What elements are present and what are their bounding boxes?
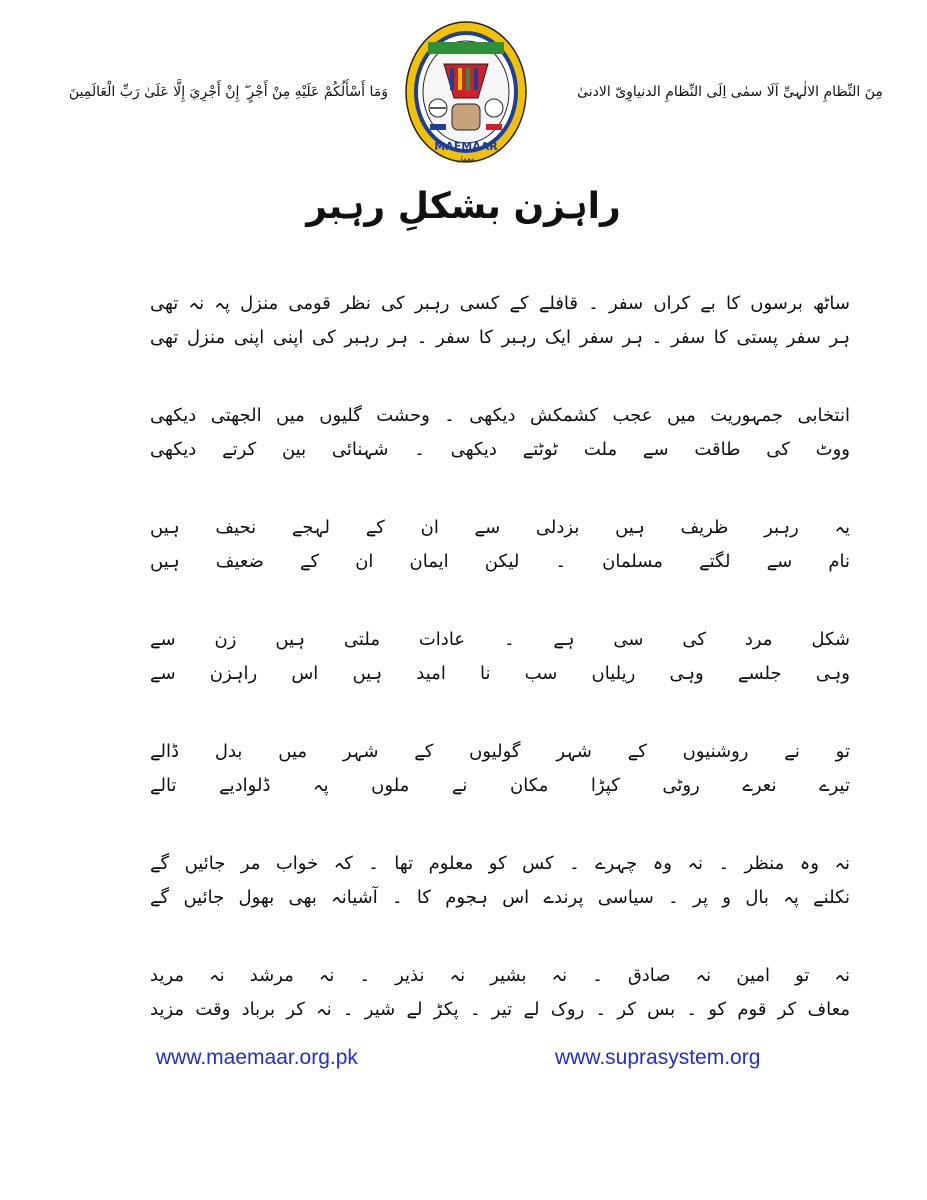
poem-line: شکل مرد کی سی ہے ۔ عادات ملتی ہیں زن سے xyxy=(150,629,850,650)
poem-line: نام سے لگتے مسلمان ۔ لیکن ایمان ان کے ضعیف ہیں xyxy=(150,551,850,572)
poem-stanza xyxy=(150,399,850,467)
header-verse-right: مِنَ النِّظامِ الالٰہیِّ اَلَا سمٰی اِلَی النِّظامِ الدنیاوِیّ الادنیٰ xyxy=(577,84,883,100)
poem xyxy=(150,287,850,1071)
poem-line: تو نے روشنیوں کے شہر گولیوں کے شہر میں بدل ڈالے xyxy=(150,741,850,762)
poem-line: ووٹ کی طاقت سے ملت ٹوٹتے دیکھی ۔ شہنائی بین کرتے دیکھی xyxy=(150,439,850,460)
website-link-maemaar[interactable]: www.maemaar.org.pk xyxy=(156,1046,358,1069)
logo-text: MAEMAAR xyxy=(434,140,498,153)
poem-stanza xyxy=(150,959,850,1027)
poem-line: نکلنے پہ بال و پر ۔ سیاسی پرندے اس ہجوم کا ۔ آشیانہ بھی بھول جائیں گے xyxy=(150,887,850,908)
poem-stanza xyxy=(150,511,850,579)
poem-stanza xyxy=(150,287,850,355)
poem-line: ساٹھ برسوں کا بے کراں سفر ۔ قافلے کے کسی رہبر کی نظر قومی منزل پہ نہ تھی xyxy=(150,293,850,314)
poem-line: انتخابی جمہوریت میں عجب کشمکش دیکھی ۔ وحشت گلیوں میں الجھتی دیکھی xyxy=(150,405,850,426)
poem-stanza xyxy=(150,735,850,803)
poem-line: ہر سفر پستی کا سفر ۔ ہر سفر ایک رہبر کا سفر ۔ ہر رہبر کی اپنی اپنی منزل تھی xyxy=(150,327,850,348)
maemaar-logo xyxy=(404,20,528,172)
header-verse-left: وَمَا أَسْأَلُكُمْ عَلَيْهِ مِنْ أَجْرٍ ۖ إِنْ أَجْرِيَ إِلَّا عَلَىٰ رَبِّ الْعَالَمِينَ xyxy=(68,84,388,100)
poem-stanza xyxy=(150,623,850,691)
poem-line: معاف کر قوم کو ۔ بس کر ۔ روک لے تیر ۔ پکڑ لے شیر ۔ نہ کر برباد وقت مزید xyxy=(150,999,850,1020)
poem-stanza xyxy=(150,847,850,915)
poem-line: نہ وہ منظر ۔ نہ وہ چہرے ۔ کس کو معلوم تھا ۔ کہ خواب مر جائیں گے xyxy=(150,853,850,874)
page-title: راہزن بشکلِ رہبر xyxy=(306,186,621,227)
website-link-suprasystem[interactable]: www.suprasystem.org xyxy=(555,1046,761,1069)
poem-line: تیرے نعرے روٹی کپڑا مکان نے ملوں پہ ڈلوادیے تالے xyxy=(150,775,850,796)
poem-line: وہی جلسے وہی ریلیاں سب نا امید ہیں اس راہزن سے xyxy=(150,663,850,684)
poem-line: یہ رہبر ظریف ہیں بزدلی سے ان کے لہجے نحیف ہیں xyxy=(150,517,850,538)
logo-subtext: معمار xyxy=(457,155,475,163)
poem-line: نہ تو امین نہ صادق ۔ نہ بشیر نہ نذیر ۔ نہ مرشد نہ مرید xyxy=(150,965,850,986)
